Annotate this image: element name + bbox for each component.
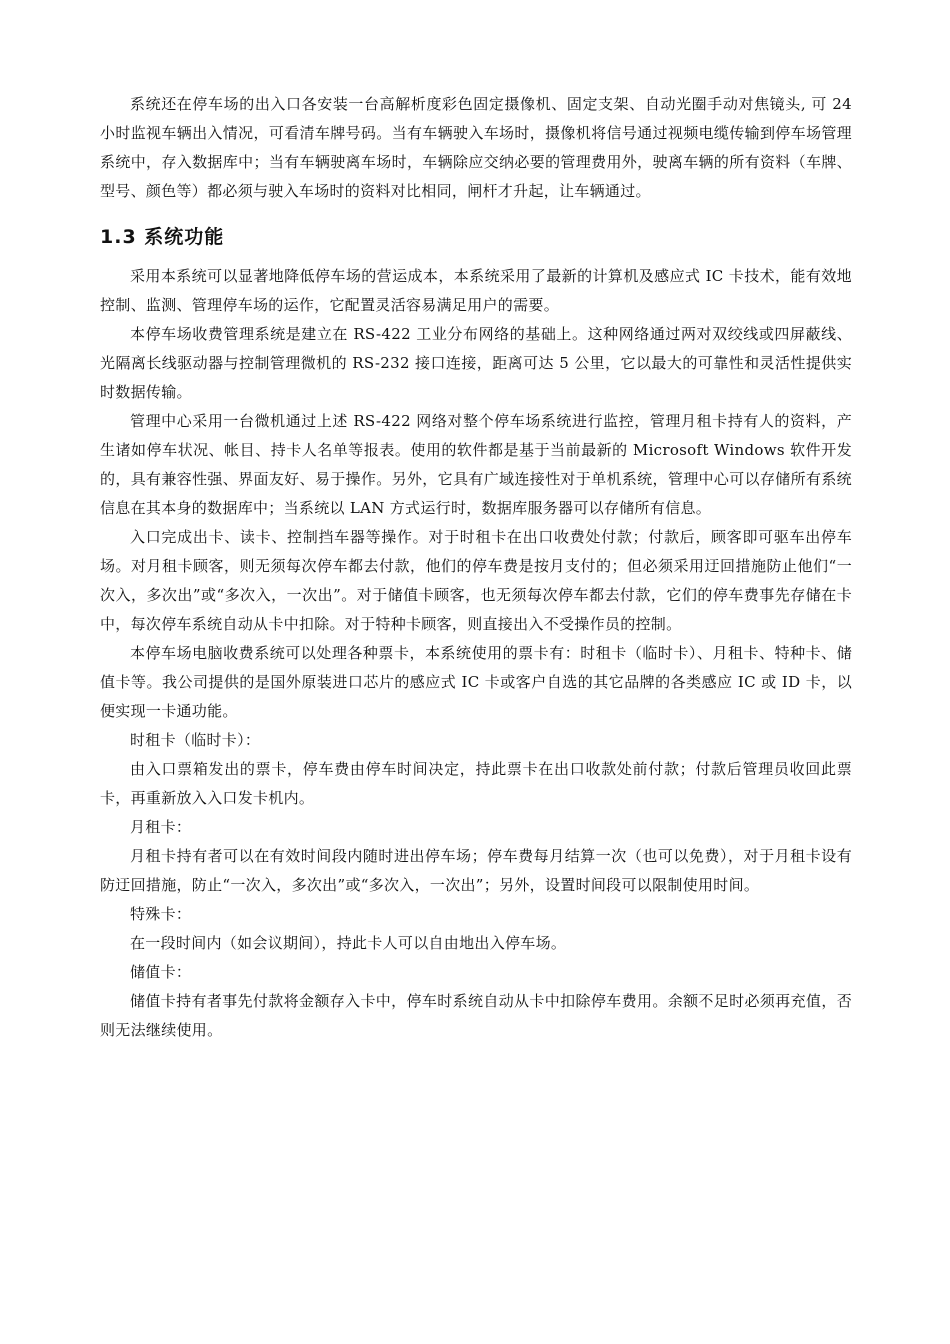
paragraph-ticket-types: 本停车场电脑收费系统可以处理各种票卡，本系统使用的票卡有：时租卡（临时卡）、月租卡、特种卡、储值卡等。我公司提供的是国外原装进口芯片的感应式 IC 卡或客户自选的其它品牌的各类感应 IC 或 ID 卡，以便实现一卡通功能。 bbox=[100, 644, 852, 720]
card-type-label-special: 特殊卡： bbox=[130, 905, 192, 923]
paragraph-rs422-network: 本停车场收费管理系统是建立在 RS-422 工业分布网络的基础上。这种网络通过两对双绞线或四屏蔽线、光隔离长线驱动器与控制管理微机的 RS-232 接口连接，距离可达 5 公里，它以最大的可靠性和灵活性提供实时数据传输。 bbox=[100, 325, 852, 401]
card-type-desc-stored-value: 储值卡持有者事先付款将金额存入卡中，停车时系统自动从卡中扣除停车费用。余额不足时必须再充值，否则无法继续使用。 bbox=[100, 992, 852, 1039]
card-type-label-monthly: 月租卡： bbox=[130, 818, 192, 836]
card-type-desc-hourly: 由入口票箱发出的票卡，停车费由停车时间决定，持此票卡在出口收款处前付款；付款后管理员收回此票卡，再重新放入入口发卡机内。 bbox=[100, 760, 852, 807]
card-type-desc-special: 在一段时间内（如会议期间），持此卡人可以自由地出入停车场。 bbox=[130, 934, 567, 952]
paragraph-management-center: 管理中心采用一台微机通过上述 RS-422 网络对整个停车场系统进行监控，管理月租卡持有人的资料，产生诸如停车状况、帐目、持卡人名单等报表。使用的软件都是基于当前最新的 Microsoft Windows 软件开发的，具有兼容性强、界面友好、易于操作。另外，它具有广域连接性对于单机系统，管理中心可以存储所有系统信息在其本身的数据库中；当系统以 LAN 方式运行时，数据库服务器可以存储所有信息。 bbox=[100, 412, 852, 517]
document-content bbox=[100, 90, 852, 1045]
paragraph-cost-reduction: 采用本系统可以显著地降低停车场的营运成本，本系统采用了最新的计算机及感应式 IC 卡技术，能有效地控制、监测、管理停车场的运作，它配置灵活容易满足用户的需要。 bbox=[100, 267, 852, 314]
card-type-desc-monthly: 月租卡持有者可以在有效时间段内随时进出停车场；停车费每月结算一次（也可以免费），对于月租卡设有防迂回措施，防止“一次入，多次出”或“多次入，一次出”；另外，设置时间段可以限制使用时间。 bbox=[100, 847, 852, 894]
card-type-label-hourly: 时租卡（临时卡）： bbox=[130, 731, 261, 749]
intro-paragraph: 系统还在停车场的出入口各安装一台高解析度彩色固定摄像机、固定支架、自动光圈手动对焦镜头, 可 24 小时监视车辆出入情况，可看清车牌号码。当有车辆驶入车场时，摄像机将信号通过视频电缆传输到停车场管理系统中，存入数据库中；当有车辆驶离车场时，车辆除应交纳必要的管理费用外，驶离车辆的所有资料（车牌、型号、颜色等）都必须与驶入车场时的资料对比相同，闸杆才升起，让车辆通过。 bbox=[100, 95, 852, 200]
card-type-label-stored-value: 储值卡： bbox=[130, 963, 192, 981]
paragraph-entrance-operations: 入口完成出卡、读卡、控制挡车器等操作。对于时租卡在出口收费处付款；付款后，顾客即可驱车出停车场。对月租卡顾客，则无须每次停车都去付款，他们的停车费是按月支付的；但必须采用迂回措施防止他们“一次入，多次出”或“多次入，一次出”。对于储值卡顾客，也无须每次停车都去付款，它们的停车费事先存储在卡中，每次停车系统自动从卡中扣除。对于特种卡顾客，则直接出入不受操作员的控制。 bbox=[100, 528, 852, 633]
section-heading: 1.3 系统功能 bbox=[100, 226, 225, 248]
